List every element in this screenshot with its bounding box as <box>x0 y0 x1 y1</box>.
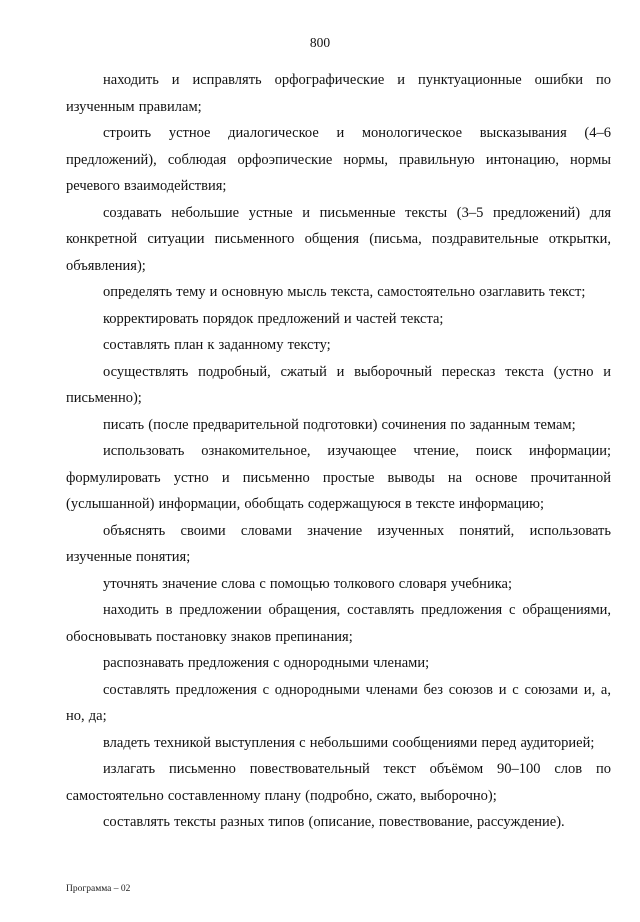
paragraph: составлять тексты разных типов (описание, повествование, рассуждение). <box>103 814 565 830</box>
paragraph: писать (после предварительной подготовки) сочинения по заданным темам; <box>103 416 576 433</box>
paragraph: осуществлять подробный, сжатый и выборочный пересказ текста (устно и письменно); <box>66 363 611 406</box>
paragraph: создавать небольшие устные и письменные тексты (3–5 предложений) для конкретной ситуации письменного общения (письма, поздравительные открытки, объявления); <box>66 204 611 274</box>
paragraph: составлять план к заданному тексту; <box>103 337 331 353</box>
paragraph: уточнять значение слова с помощью толкового словаря учебника; <box>103 575 512 592</box>
document-body <box>66 67 611 836</box>
paragraph: определять тему и основную мысль текста, самостоятельно озаглавить текст; <box>103 284 586 300</box>
paragraph: распознавать предложения с однородными членами; <box>103 655 430 671</box>
paragraph: корректировать порядок предложений и частей текста; <box>103 310 444 327</box>
paragraph: объяснять своими словами значение изученных понятий, использовать изученные понятия; <box>66 522 611 565</box>
paragraph: владеть техникой выступления с небольшими сообщениями перед аудиторией; <box>103 734 595 751</box>
paragraph: составлять предложения с однородными членами без союзов и с союзами и, а, но, да; <box>66 681 611 724</box>
page-number: 800 <box>309 35 331 50</box>
paragraph: использовать ознакомительное, изучающее чтение, поиск информации; формулировать устно и письменно простые выводы на основе прочитанной (услышанной) информации, обобщать содержащуюся в тексте информацию; <box>66 443 611 512</box>
paragraph: находить и исправлять орфографические и пунктуационные ошибки по изученным правилам; <box>66 72 611 115</box>
page-footer: Программа – 02 <box>66 884 131 894</box>
paragraph: находить в предложении обращения, составлять предложения с обращениями, обосновывать постановку знаков препинания; <box>66 602 611 645</box>
paragraph: строить устное диалогическое и монологическое высказывания (4–6 предложений), соблюдая орфоэпические нормы, правильную интонацию, нормы речевого взаимодействия; <box>66 125 611 194</box>
paragraph: излагать письменно повествовательный текст объёмом 90–100 слов по самостоятельно составленному плану (подробно, сжато, выборочно); <box>66 761 611 804</box>
